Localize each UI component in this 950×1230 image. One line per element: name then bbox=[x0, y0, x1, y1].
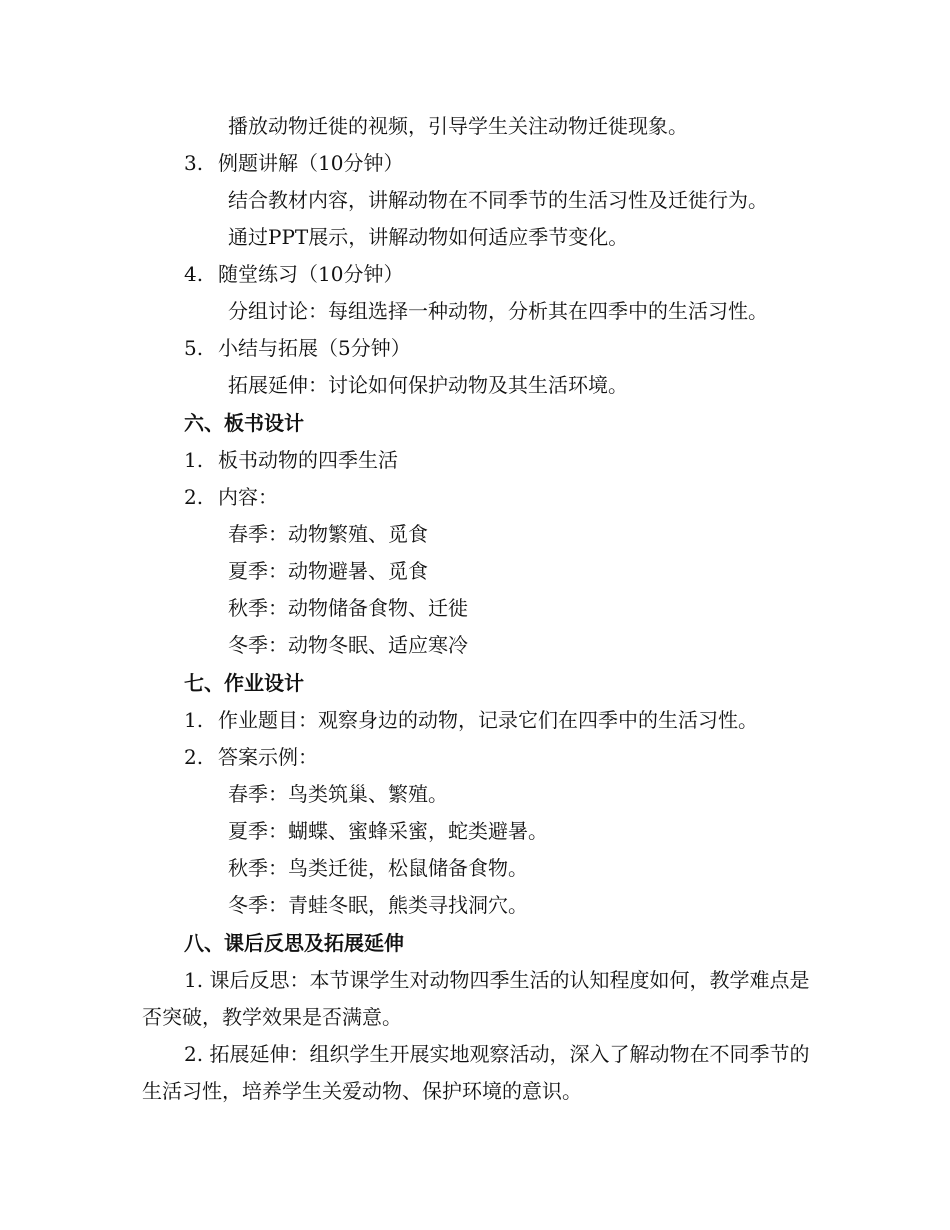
list-text: 作业题目：观察身边的动物，记录它们在四季中的生活习性。 bbox=[218, 708, 758, 732]
list-item bbox=[184, 150, 403, 176]
paragraph-reflection: 1. 课后反思：本节课学生对动物四季生活的认知程度如何，教学难点是否突破，教学效果是否满意。 bbox=[142, 968, 810, 1029]
section-heading: 七、作业设计 bbox=[184, 671, 304, 695]
section-heading: 六、板书设计 bbox=[184, 411, 304, 435]
body-text: 秋季：动物储备食物、迁徙 bbox=[228, 596, 468, 620]
list-number: 5. bbox=[184, 336, 204, 360]
body-text: 分组讨论：每组选择一种动物，分析其在四季中的生活习性。 bbox=[228, 299, 768, 323]
list-text: 板书动物的四季生活 bbox=[218, 448, 398, 472]
list-text: 内容： bbox=[218, 485, 278, 509]
body-text: 夏季：蝴蝶、蜜蜂采蜜，蛇类避暑。 bbox=[228, 819, 548, 843]
body-text: 春季：动物繁殖、觅食 bbox=[228, 522, 428, 546]
body-text: 春季：鸟类筑巢、繁殖。 bbox=[228, 782, 448, 806]
paragraph-extension: 2. 拓展延伸：组织学生开展实地观察活动，深入了解动物在不同季节的生活习性，培养学生关爱动物、保护环境的意识。 bbox=[142, 1042, 810, 1103]
list-item bbox=[184, 447, 398, 473]
body-text: 通过PPT展示，讲解动物如何适应季节变化。 bbox=[228, 225, 629, 249]
list-number: 2. bbox=[184, 485, 204, 509]
body-text: 结合教材内容，讲解动物在不同季节的生活习性及迁徙行为。 bbox=[228, 188, 768, 212]
list-text: 答案示例： bbox=[218, 745, 318, 769]
body-text: 夏季：动物避暑、觅食 bbox=[228, 559, 428, 583]
section-heading: 八、课后反思及拓展延伸 bbox=[184, 931, 404, 955]
body-text: 播放动物迁徙的视频，引导学生关注动物迁徙现象。 bbox=[228, 114, 688, 138]
list-number: 3. bbox=[184, 151, 204, 175]
list-item bbox=[184, 261, 403, 287]
list-text: 例题讲解（10分钟） bbox=[218, 151, 404, 175]
body-text: 拓展延伸：讨论如何保护动物及其生活环境。 bbox=[228, 373, 628, 397]
body-text: 冬季：动物冬眠、适应寒冷 bbox=[228, 633, 468, 657]
body-text: 秋季：鸟类迁徙，松鼠储备食物。 bbox=[228, 856, 528, 880]
list-text: 小结与拓展（5分钟） bbox=[218, 336, 411, 360]
body-text: 冬季：青蛙冬眠，熊类寻找洞穴。 bbox=[228, 893, 528, 917]
list-number: 2. bbox=[184, 745, 204, 769]
list-number: 1. bbox=[184, 708, 204, 732]
list-item bbox=[184, 484, 278, 510]
list-text: 随堂练习（10分钟） bbox=[218, 262, 404, 286]
list-item bbox=[184, 744, 318, 770]
list-item bbox=[184, 335, 411, 361]
list-item bbox=[184, 707, 758, 733]
list-number: 1. bbox=[184, 448, 204, 472]
list-number: 4. bbox=[184, 262, 204, 286]
